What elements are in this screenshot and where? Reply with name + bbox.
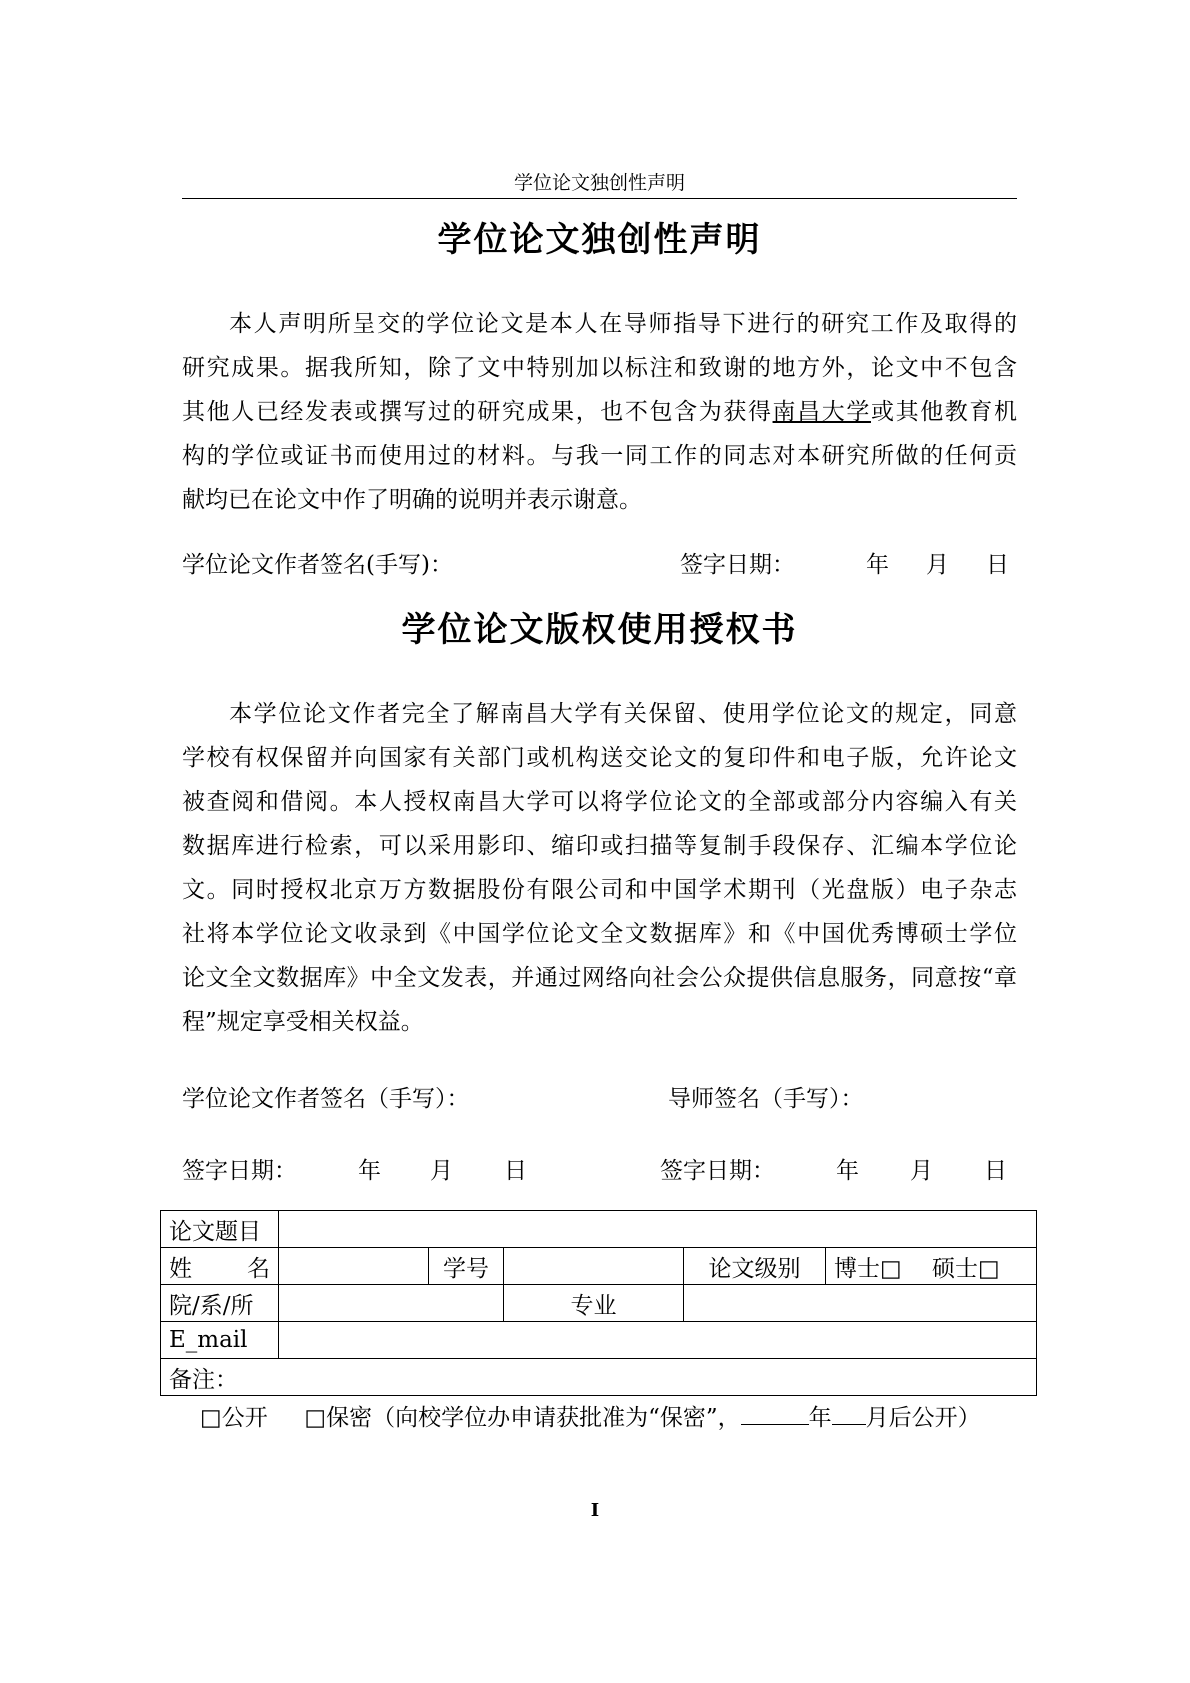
paragraph-line: 被查阅和借阅。本人授权南昌大学可以将学位论文的全部或部分内容编入有关 — [182, 789, 1017, 815]
declaration-paragraph — [182, 302, 1017, 522]
paragraph-line: 程”规定享受相关权益。 — [182, 1009, 424, 1035]
department-field[interactable] — [279, 1285, 504, 1322]
major-label: 专业 — [504, 1285, 684, 1322]
author-year: 年 — [358, 1158, 381, 1184]
author-date-label: 签字日期： — [182, 1158, 297, 1184]
advisor-date-label: 签字日期： — [660, 1158, 775, 1184]
table-row — [161, 1322, 1037, 1359]
paragraph-line: 数据库进行检索，可以采用影印、缩印或扫描等复制手段保存、汇编本学位论 — [182, 833, 1017, 859]
publicity-month-suffix: 月后公开） — [865, 1405, 981, 1431]
paragraph-line: 社将本学位论文收录到《中国学位论文全文数据库》和《中国优秀博硕士学位 — [182, 921, 1017, 947]
publicity-line — [200, 1402, 981, 1433]
notes-label: 备注： — [161, 1359, 1037, 1396]
paragraph-line: 本人声明所呈交的学位论文是本人在导师指导下进行的研究工作及取得的 — [229, 311, 1017, 337]
header-rule — [182, 198, 1017, 199]
table-row — [161, 1359, 1037, 1396]
paragraph-line: 论文全文数据库》中全文发表，并通过网络向社会公众提供信息服务，同意按“章 — [182, 965, 1017, 991]
public-option[interactable]: □公开 — [200, 1405, 268, 1431]
thesis-level-options[interactable]: 博士□ 硕士□ — [826, 1248, 1037, 1285]
department-label: 院/系/所 — [161, 1285, 279, 1322]
year-blank[interactable] — [741, 1402, 809, 1425]
declaration-month: 月 — [926, 552, 949, 578]
declaration-date-label: 签字日期： — [680, 552, 795, 578]
paragraph-line: 学校有权保留并向国家有关部门或机构送交论文的复印件和电子版，允许论文 — [182, 745, 1017, 771]
paragraph-line: 构的学位或证书而使用过的材料。与我一同工作的同志对本研究所做的任何贡 — [182, 443, 1017, 469]
advisor-month: 月 — [910, 1158, 933, 1184]
confidential-option[interactable]: □保密（向校学位办申请获批准为“保密”， — [304, 1405, 741, 1431]
name-field[interactable] — [279, 1248, 429, 1285]
advisor-signature-label: 导师签名（手写）： — [668, 1086, 864, 1112]
thesis-title-field[interactable] — [279, 1211, 1037, 1248]
paragraph-line: 其他人已经发表或撰写过的研究成果，也不包含为获得南昌大学或其他教育机 — [182, 399, 1018, 425]
authorization-paragraph — [182, 692, 1017, 1044]
paragraph-line: 研究成果。据我所知，除了文中特别加以标注和致谢的地方外，论文中不包含 — [182, 355, 1017, 381]
name-label: 姓 名 — [161, 1248, 279, 1285]
declaration-title: 学位论文独创性声明 — [437, 220, 762, 260]
institution-name: 南昌大学 — [772, 399, 871, 425]
page-number: I — [590, 1500, 600, 1521]
authorization-title: 学位论文版权使用授权书 — [401, 610, 798, 650]
thesis-level-label: 论文级别 — [684, 1248, 826, 1285]
author-day: 日 — [504, 1158, 527, 1184]
paragraph-line: 献均已在论文中作了明确的说明并表示谢意。 — [182, 487, 642, 513]
advisor-day: 日 — [984, 1158, 1007, 1184]
thesis-title-label: 论文题目 — [161, 1211, 279, 1248]
student-id-field[interactable] — [504, 1248, 684, 1285]
declaration-signature-label: 学位论文作者签名(手写)： — [182, 552, 453, 578]
thesis-info-table — [160, 1210, 1037, 1396]
advisor-year: 年 — [836, 1158, 859, 1184]
month-blank[interactable] — [832, 1402, 866, 1425]
email-label: E_mail — [161, 1322, 279, 1359]
declaration-day: 日 — [986, 552, 1009, 578]
publicity-year: 年 — [808, 1405, 832, 1431]
author-signature-label: 学位论文作者签名（手写）： — [182, 1086, 470, 1112]
email-field[interactable] — [279, 1322, 1037, 1359]
table-row — [161, 1285, 1037, 1322]
student-id-label: 学号 — [429, 1248, 504, 1285]
author-month: 月 — [430, 1158, 453, 1184]
declaration-year: 年 — [866, 552, 889, 578]
table-row — [161, 1211, 1037, 1248]
paragraph-line: 文。同时授权北京万方数据股份有限公司和中国学术期刊（光盘版）电子杂志 — [182, 877, 1017, 903]
running-header: 学位论文独创性声明 — [513, 172, 685, 194]
paragraph-line: 本学位论文作者完全了解南昌大学有关保留、使用学位论文的规定，同意 — [229, 701, 1017, 727]
major-field[interactable] — [684, 1285, 1037, 1322]
table-row — [161, 1248, 1037, 1285]
